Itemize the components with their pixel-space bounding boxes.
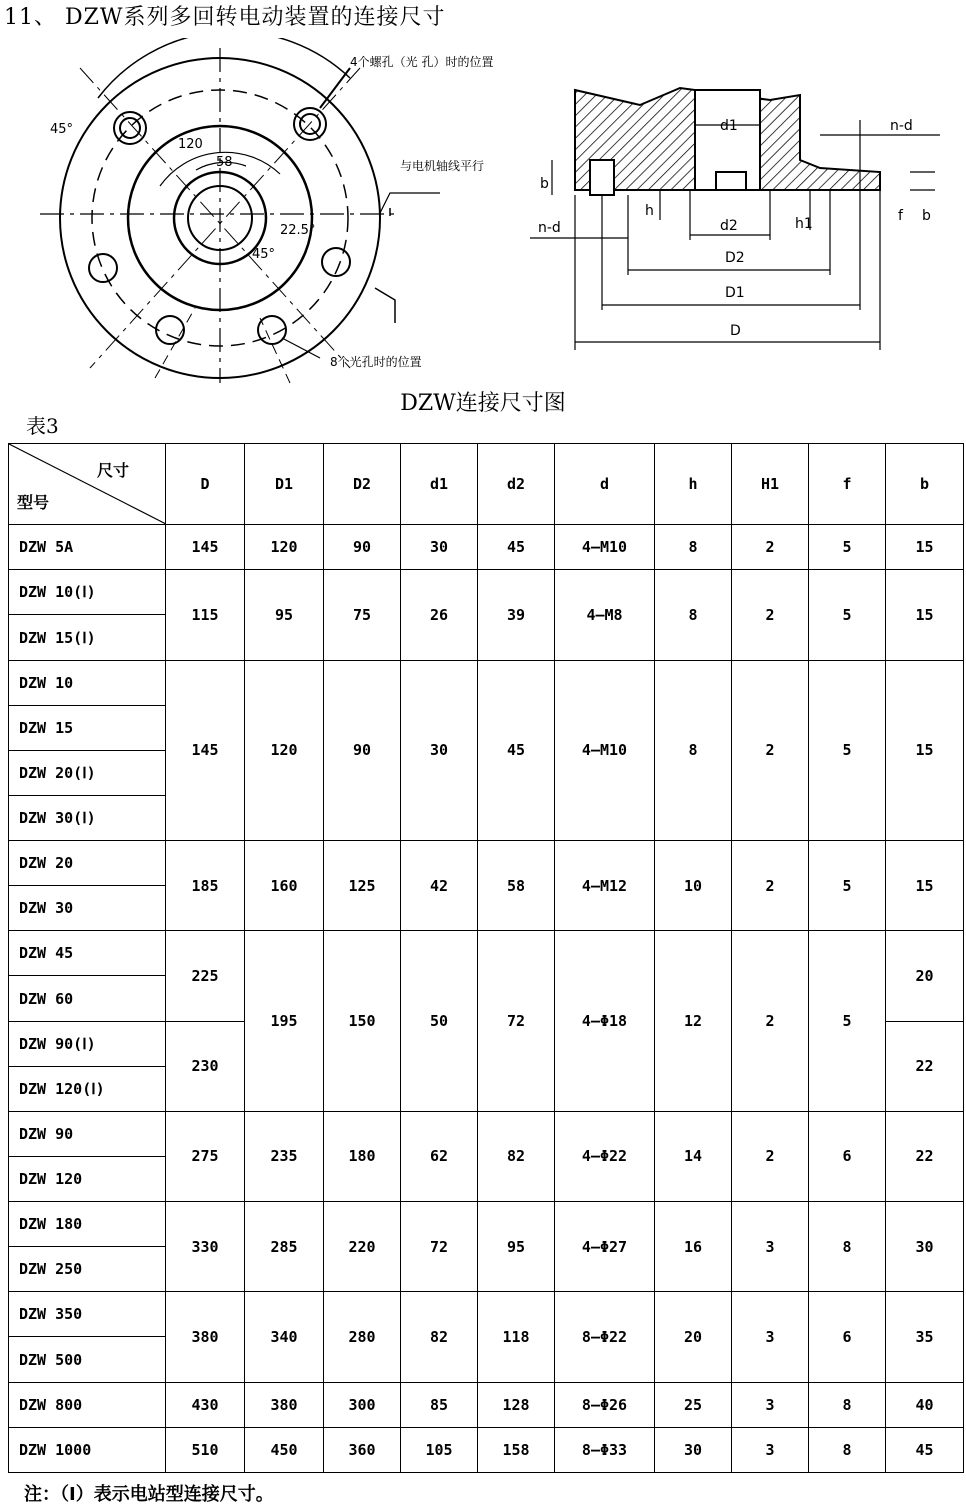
value-cell: 285 xyxy=(245,1202,324,1292)
value-cell: 8 xyxy=(655,525,732,570)
value-cell: 150 xyxy=(324,931,401,1112)
value-cell: 50 xyxy=(401,931,478,1112)
col-header: d1 xyxy=(401,444,478,525)
value-cell: 4—M10 xyxy=(555,660,655,841)
value-cell: 275 xyxy=(166,1111,245,1201)
col-header: d2 xyxy=(478,444,555,525)
model-cell: DZW 90 xyxy=(9,1111,166,1156)
value-cell: 15 xyxy=(886,841,964,931)
arc-45-dimension xyxy=(98,38,350,98)
value-cell: 4—Φ22 xyxy=(555,1111,655,1201)
value-cell: 120 xyxy=(245,525,324,570)
value-cell: 15 xyxy=(886,525,964,570)
model-cell: DZW 90(Ⅰ) xyxy=(9,1021,166,1066)
bolt-hole xyxy=(590,160,614,195)
value-cell: 82 xyxy=(401,1292,478,1382)
value-cell: 22 xyxy=(886,1021,964,1111)
value-cell: 3 xyxy=(732,1202,809,1292)
flange-section-diagram xyxy=(520,80,940,360)
value-cell: 30 xyxy=(401,660,478,841)
value-cell: 39 xyxy=(478,570,555,660)
value-cell: 180 xyxy=(324,1111,401,1201)
value-cell: 8—Φ22 xyxy=(555,1292,655,1382)
value-cell: 5 xyxy=(809,570,886,660)
table-row xyxy=(9,1427,964,1472)
note-8-holes: 8个光孔时的位置 xyxy=(330,355,422,369)
value-cell: 20 xyxy=(886,931,964,1021)
model-cell: DZW 250 xyxy=(9,1247,166,1292)
value-cell: 15 xyxy=(886,570,964,660)
value-cell: 118 xyxy=(478,1292,555,1382)
value-cell: 115 xyxy=(166,570,245,660)
label-120: 120 xyxy=(178,137,203,152)
value-cell: 158 xyxy=(478,1427,555,1472)
value-cell: 300 xyxy=(324,1382,401,1427)
model-cell: DZW 15 xyxy=(9,705,166,750)
model-cell: DZW 120 xyxy=(9,1156,166,1201)
value-cell: 75 xyxy=(324,570,401,660)
value-cell: 82 xyxy=(478,1111,555,1201)
value-cell: 45 xyxy=(478,525,555,570)
value-cell: 10 xyxy=(655,841,732,931)
value-cell: 72 xyxy=(478,931,555,1112)
value-cell: 4—M8 xyxy=(555,570,655,660)
model-cell: DZW 30(Ⅰ) xyxy=(9,795,166,840)
value-cell: 8 xyxy=(809,1202,886,1292)
table-row xyxy=(9,1202,964,1247)
label-D1: D1 xyxy=(725,285,745,301)
col-header: b xyxy=(886,444,964,525)
col-header: D xyxy=(166,444,245,525)
value-cell: 26 xyxy=(401,570,478,660)
value-cell: 225 xyxy=(166,931,245,1021)
label-22-5: 22.5° xyxy=(280,223,316,238)
value-cell: 58 xyxy=(478,841,555,931)
label-D: D xyxy=(730,323,741,339)
label-45-inner: 45° xyxy=(252,247,276,262)
model-cell: DZW 15(Ⅰ) xyxy=(9,615,166,660)
value-cell: 72 xyxy=(401,1202,478,1292)
hole-left xyxy=(89,254,117,282)
model-cell: DZW 10 xyxy=(9,660,166,705)
model-cell: DZW 20(Ⅰ) xyxy=(9,750,166,795)
value-cell: 30 xyxy=(401,525,478,570)
hole-top-left xyxy=(114,112,146,144)
table-row xyxy=(9,1111,964,1156)
table-row xyxy=(9,525,964,570)
value-cell: 125 xyxy=(324,841,401,931)
value-cell: 3 xyxy=(732,1427,809,1472)
label-d2-small: d2 xyxy=(720,218,738,234)
table-row xyxy=(9,1382,964,1427)
value-cell: 8 xyxy=(809,1382,886,1427)
value-cell: 6 xyxy=(809,1111,886,1201)
label-45-top: 45° xyxy=(50,122,74,137)
value-cell: 90 xyxy=(324,525,401,570)
col-header: f xyxy=(809,444,886,525)
label-D2: D2 xyxy=(725,250,745,266)
footnote: 注：（I）表示电站型连接尺寸。 xyxy=(24,1484,274,1505)
value-cell: 85 xyxy=(401,1382,478,1427)
model-cell: DZW 30 xyxy=(9,886,166,931)
value-cell: 22 xyxy=(886,1111,964,1201)
label-d1: d1 xyxy=(720,118,738,134)
value-cell: 8—Φ33 xyxy=(555,1427,655,1472)
figure-caption: DZW连接尺寸图 xyxy=(400,391,566,416)
value-cell: 12 xyxy=(655,931,732,1112)
value-cell: 95 xyxy=(245,570,324,660)
value-cell: 8 xyxy=(655,660,732,841)
value-cell: 2 xyxy=(732,1111,809,1201)
col-header: H1 xyxy=(732,444,809,525)
table-row xyxy=(9,1292,964,1337)
model-cell: DZW 120(Ⅰ) xyxy=(9,1066,166,1111)
value-cell: 2 xyxy=(732,660,809,841)
value-cell: 35 xyxy=(886,1292,964,1382)
value-cell: 145 xyxy=(166,660,245,841)
value-cell: 185 xyxy=(166,841,245,931)
value-cell: 90 xyxy=(324,660,401,841)
value-cell: 5 xyxy=(809,660,886,841)
value-cell: 40 xyxy=(886,1382,964,1427)
table-row xyxy=(9,660,964,705)
value-cell: 8 xyxy=(655,570,732,660)
value-cell: 4—M10 xyxy=(555,525,655,570)
col-header: d xyxy=(555,444,655,525)
value-cell: 380 xyxy=(245,1382,324,1427)
header-corner-cell xyxy=(9,444,166,525)
dimension-table xyxy=(8,443,964,1473)
value-cell: 330 xyxy=(166,1202,245,1292)
value-cell: 30 xyxy=(655,1427,732,1472)
value-cell: 8 xyxy=(809,1427,886,1472)
value-cell: 510 xyxy=(166,1427,245,1472)
value-cell: 45 xyxy=(478,660,555,841)
label-b-left: b xyxy=(540,176,549,192)
value-cell: 16 xyxy=(655,1202,732,1292)
label-n-d-top: n-d xyxy=(890,118,913,134)
table-row xyxy=(9,841,964,886)
value-cell: 4—Φ27 xyxy=(555,1202,655,1292)
value-cell: 42 xyxy=(401,841,478,931)
value-cell: 2 xyxy=(732,525,809,570)
col-header: D2 xyxy=(324,444,401,525)
value-cell: 5 xyxy=(809,525,886,570)
flange-top-view-diagram xyxy=(20,38,520,388)
value-cell: 4—M12 xyxy=(555,841,655,931)
model-cell: DZW 5A xyxy=(9,525,166,570)
value-cell: 5 xyxy=(809,841,886,931)
value-cell: 2 xyxy=(732,931,809,1112)
value-cell: 340 xyxy=(245,1292,324,1382)
value-cell: 145 xyxy=(166,525,245,570)
model-cell: DZW 180 xyxy=(9,1202,166,1247)
table-row xyxy=(9,570,964,615)
value-cell: 30 xyxy=(886,1202,964,1292)
model-cell: DZW 350 xyxy=(9,1292,166,1337)
value-cell: 62 xyxy=(401,1111,478,1201)
value-cell: 14 xyxy=(655,1111,732,1201)
col-header: h xyxy=(655,444,732,525)
label-h1: h1 xyxy=(795,216,813,232)
table-row xyxy=(9,931,964,976)
value-cell: 380 xyxy=(166,1292,245,1382)
label-f: f xyxy=(898,208,903,224)
label-h: h xyxy=(645,203,654,219)
value-cell: 15 xyxy=(886,660,964,841)
corner-label-size: 尺寸 xyxy=(96,461,129,481)
value-cell: 430 xyxy=(166,1382,245,1427)
value-cell: 450 xyxy=(245,1427,324,1472)
value-cell: 120 xyxy=(245,660,324,841)
value-cell: 160 xyxy=(245,841,324,931)
note-4-holes: 4个螺孔（光 孔）时的位置 xyxy=(350,55,494,69)
value-cell: 220 xyxy=(324,1202,401,1292)
value-cell: 195 xyxy=(245,931,324,1112)
value-cell: 3 xyxy=(732,1292,809,1382)
value-cell: 4—Φ18 xyxy=(555,931,655,1112)
label-58: 58 xyxy=(216,155,233,170)
model-cell: DZW 60 xyxy=(9,976,166,1021)
value-cell: 25 xyxy=(655,1382,732,1427)
value-cell: 230 xyxy=(166,1021,245,1111)
model-cell: DZW 45 xyxy=(9,931,166,976)
value-cell: 95 xyxy=(478,1202,555,1292)
value-cell: 2 xyxy=(732,841,809,931)
table-label: 表3 xyxy=(26,414,59,438)
value-cell: 235 xyxy=(245,1111,324,1201)
model-cell: DZW 500 xyxy=(9,1337,166,1382)
hole-bottom-left xyxy=(156,316,184,344)
value-cell: 105 xyxy=(401,1427,478,1472)
value-cell: 3 xyxy=(732,1382,809,1427)
table-header-row xyxy=(9,444,964,525)
page-title: 11、 DZW系列多回转电动装置的连接尺寸 xyxy=(4,5,446,30)
col-header: D1 xyxy=(245,444,324,525)
corner-label-model: 型号 xyxy=(17,493,50,513)
value-cell: 20 xyxy=(655,1292,732,1382)
value-cell: 2 xyxy=(732,570,809,660)
value-cell: 8—Φ26 xyxy=(555,1382,655,1427)
value-cell: 128 xyxy=(478,1382,555,1427)
model-cell: DZW 1000 xyxy=(9,1427,166,1472)
label-n-d-left: n-d xyxy=(538,220,561,236)
note-parallel-motor-axis: 与电机轴线平行 xyxy=(400,159,485,173)
model-cell: DZW 800 xyxy=(9,1382,166,1427)
model-cell: DZW 10(Ⅰ) xyxy=(9,570,166,615)
value-cell: 45 xyxy=(886,1427,964,1472)
model-cell: DZW 20 xyxy=(9,841,166,886)
value-cell: 5 xyxy=(809,931,886,1112)
value-cell: 6 xyxy=(809,1292,886,1382)
value-cell: 280 xyxy=(324,1292,401,1382)
label-b-right: b xyxy=(922,208,931,224)
value-cell: 360 xyxy=(324,1427,401,1472)
